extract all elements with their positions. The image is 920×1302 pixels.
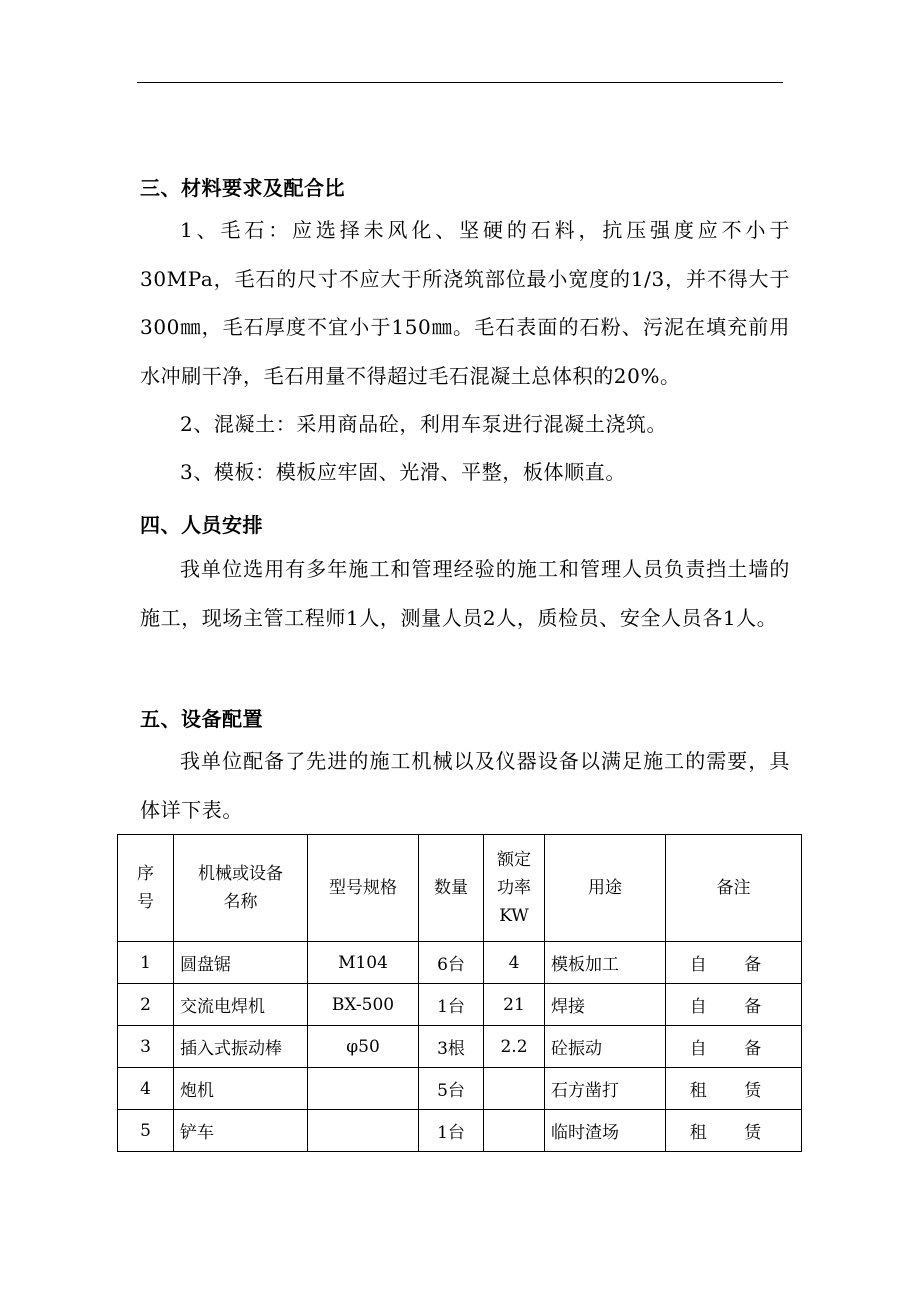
cell-remark: 自 备: [666, 942, 802, 984]
section-5-title: 五、设备配置: [140, 707, 263, 731]
header-qty: 数量: [419, 835, 484, 942]
header-use: 用途: [545, 835, 666, 942]
cell-no: 3: [118, 1026, 174, 1068]
cell-no: 5: [118, 1110, 174, 1152]
cell-remark: 自 备: [666, 1026, 802, 1068]
header-name: 机械或设备 名称: [174, 835, 308, 942]
section-3-paragraph-3: 3、模板：模板应牢固、光滑、平整，板体顺直。: [180, 460, 626, 484]
table-row: [118, 942, 802, 984]
cell-model: [308, 1068, 419, 1110]
header-rule: [137, 82, 783, 83]
cell-name: 圆盘锯: [174, 942, 308, 984]
cell-remark: 租 赁: [666, 1110, 802, 1152]
table-row: [118, 1068, 802, 1110]
cell-model: M104: [308, 942, 419, 984]
table-row: [118, 1110, 802, 1152]
cell-no: 1: [118, 942, 174, 984]
cell-power: 21: [484, 984, 545, 1026]
equipment-table: [117, 834, 802, 1152]
cell-name: 交流电焊机: [174, 984, 308, 1026]
cell-power: [484, 1068, 545, 1110]
cell-use: 焊接: [545, 984, 666, 1026]
cell-model: [308, 1110, 419, 1152]
section-3-title: 三、材料要求及配合比: [140, 176, 345, 200]
header-power: 额定 功率 KW: [484, 835, 545, 942]
cell-power: [484, 1110, 545, 1152]
cell-power: 2.2: [484, 1026, 545, 1068]
cell-use: 石方凿打: [545, 1068, 666, 1110]
cell-name: 炮机: [174, 1068, 308, 1110]
section-3-paragraph-2: 2、混凝土：采用商品砼，利用车泵进行混凝土浇筑。: [180, 412, 668, 436]
cell-model: φ50: [308, 1026, 419, 1068]
cell-qty: 3根: [419, 1026, 484, 1068]
cell-name: 铲车: [174, 1110, 308, 1152]
section-4-paragraph: 我单位选用有多年施工和管理经验的施工和管理人员负责挡土墙的施工，现场主管工程师1人，测量人员2人，质检员、安全人员各1人。: [140, 557, 790, 630]
table-row: [118, 984, 802, 1026]
table-header-row: [118, 835, 802, 942]
cell-use: 砼振动: [545, 1026, 666, 1068]
header-no: 序 号: [118, 835, 174, 942]
cell-no: 2: [118, 984, 174, 1026]
cell-model: BX-500: [308, 984, 419, 1026]
cell-name: 插入式振动棒: [174, 1026, 308, 1068]
cell-no: 4: [118, 1068, 174, 1110]
header-model: 型号规格: [308, 835, 419, 942]
section-5-paragraph: 我单位配备了先进的施工机械以及仪器设备以满足施工的需要，具体详下表。: [140, 749, 790, 822]
table-row: [118, 1026, 802, 1068]
cell-qty: 1台: [419, 1110, 484, 1152]
section-3-paragraph-1: 1、毛石：应选择未风化、坚硬的石料，抗压强度应不小于30MPa，毛石的尺寸不应大于所浇筑部位最小宽度的1/3，并不得大于300㎜，毛石厚度不宜小于150㎜。毛石表面的石粉、污泥在填充前用水冲刷干净，毛石用量不得超过毛石混凝土总体积的20%。: [140, 218, 790, 388]
cell-remark: 自 备: [666, 984, 802, 1026]
cell-qty: 1台: [419, 984, 484, 1026]
section-4-title: 四、人员安排: [140, 513, 263, 537]
cell-qty: 5台: [419, 1068, 484, 1110]
cell-use: 模板加工: [545, 942, 666, 984]
cell-remark: 租 赁: [666, 1068, 802, 1110]
header-remark: 备注: [666, 835, 802, 942]
cell-use: 临时渣场: [545, 1110, 666, 1152]
cell-power: 4: [484, 942, 545, 984]
cell-qty: 6台: [419, 942, 484, 984]
